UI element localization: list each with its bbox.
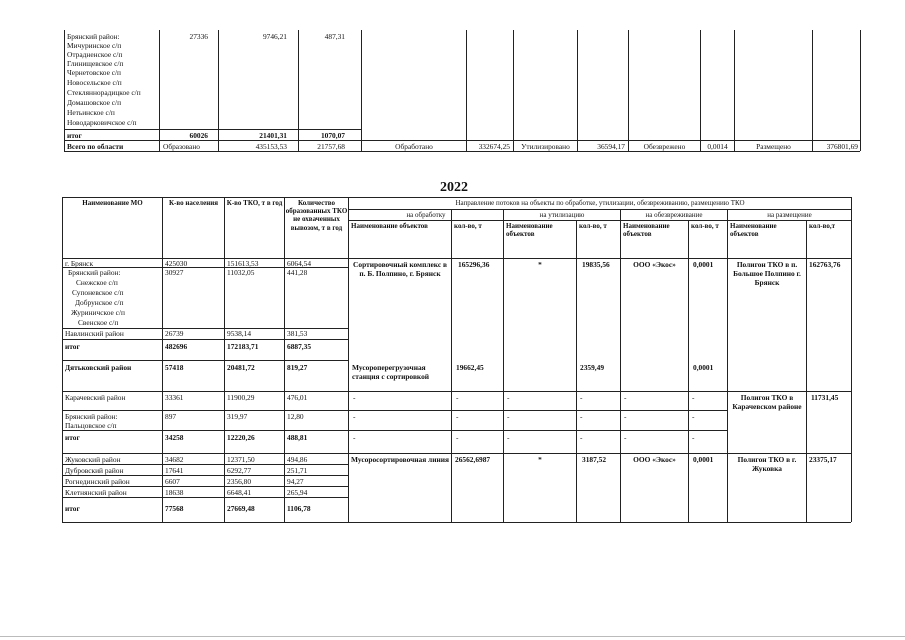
flow-neutralization-qty: 0,0001 xyxy=(693,455,714,464)
flow-processing-qty: 26562,6987 xyxy=(455,455,491,464)
row-tko-year: 20481,72 xyxy=(227,363,255,372)
dash-cell: - xyxy=(456,393,459,402)
settlement-item: Отрадненское с/п xyxy=(67,50,123,59)
row-uncovered: 494,86 xyxy=(287,455,308,464)
row-uncovered: 265,94 xyxy=(287,488,308,497)
row-name: итог xyxy=(65,504,80,513)
settlement-item: Снежское с/п xyxy=(76,278,118,287)
flow-neutralization-object: ООО «Экос» xyxy=(633,260,676,269)
row-population: 30927 xyxy=(165,268,184,277)
row-name: Жуковский район xyxy=(65,455,121,464)
row-name: Навлинский район xyxy=(65,329,124,338)
row-tko-year: 6648,41 xyxy=(227,488,252,497)
tko-year-cell: 9746,21 xyxy=(262,32,287,41)
settlement-item: Журиничское с/п xyxy=(71,308,125,317)
header-tko-year: К-во ТКО, т в год xyxy=(226,199,283,207)
row-tko-year: 12220,26 xyxy=(227,433,255,442)
header-obj-name-placement: Наименование объектов xyxy=(730,222,777,239)
row-population: 26739 xyxy=(165,329,184,338)
flow-utilization-qty: 19835,56 xyxy=(582,260,610,269)
row-population: 57418 xyxy=(165,363,184,372)
row-uncovered: 819,27 xyxy=(287,363,308,372)
dash-cell: - xyxy=(692,433,695,442)
row-uncovered: 6887,35 xyxy=(287,342,312,351)
row-uncovered: 381,53 xyxy=(287,329,308,338)
total-label: Всего по области xyxy=(67,142,124,151)
header-obj-name-neutralization: Наименование объектов xyxy=(623,222,670,239)
row-name: итог xyxy=(65,433,80,442)
row-tko-year: 11900,29 xyxy=(227,393,255,402)
dash-cell: - xyxy=(624,412,627,421)
population-cell: 27336 xyxy=(189,32,208,41)
settlement-item: Нетьинское с/п xyxy=(67,108,115,117)
row-name: Дубровский район xyxy=(65,466,124,475)
flow-utilization-qty: 3187,52 xyxy=(582,455,607,464)
settlement-item: Чернетовское с/п xyxy=(67,68,121,77)
row-tko-year: 12371,50 xyxy=(227,455,255,464)
row-sub-name: Пальцовское с/п xyxy=(65,421,117,430)
dash-cell: - xyxy=(353,433,356,442)
row-tko-year: 172183,71 xyxy=(227,342,259,351)
header-uncovered: Количество образованных ТКО не охваченных вывозом, т в год xyxy=(285,199,348,232)
row-name: Брянский район: xyxy=(68,268,121,277)
row-population: 425030 xyxy=(165,259,188,268)
row-name: г. Брянск xyxy=(65,259,94,268)
row-name: Карачевский район xyxy=(65,393,126,402)
itogo-label: итог xyxy=(67,131,82,140)
header-placement: на размещение xyxy=(767,211,812,219)
header-obj-name-utilization: Наименование объектов xyxy=(506,222,553,239)
total-utilized: 36594,17 xyxy=(597,142,625,151)
settlement-item: Стекляннорадицкое с/п xyxy=(67,88,141,97)
flow-processing-qty: 19662,45 xyxy=(456,363,484,372)
flow-processing-qty: 165296,36 xyxy=(458,260,490,269)
settlement-item: Мичуринское с/п xyxy=(67,41,122,50)
header-processing: на обработку xyxy=(406,211,446,219)
row-uncovered: 488,81 xyxy=(287,433,308,442)
row-name: итог xyxy=(65,342,80,351)
tko-uncovered-cell: 487,31 xyxy=(324,32,345,41)
row-uncovered: 1106,78 xyxy=(287,504,311,513)
flow-placement-qty: 162763,76 xyxy=(809,260,841,269)
settlement-item: Глинищевское с/п xyxy=(67,59,124,68)
dash-cell: - xyxy=(692,393,695,402)
settlement-item: Новодарковичское с/п xyxy=(67,118,137,127)
flow-utilization-object: * xyxy=(538,260,542,269)
row-uncovered: 441,28 xyxy=(287,268,308,277)
flow-neutralization-qty: 0,0001 xyxy=(693,363,714,372)
row-population: 897 xyxy=(165,412,177,421)
row-tko-year: 9538,14 xyxy=(227,329,252,338)
dash-cell: - xyxy=(580,433,583,442)
flow-placement-qty: 11731,45 xyxy=(811,393,839,402)
header-mo: Наименование МО xyxy=(82,199,143,207)
dash-cell: - xyxy=(624,393,627,402)
flow-neutralization-qty: 0,0001 xyxy=(693,260,714,269)
settlement-item: Добрунское с/п xyxy=(75,298,124,307)
flow-processing-object: Сортировочный комплекс в п. Б. Полпино, г. Брянск xyxy=(353,260,447,278)
header-population: К-во населения xyxy=(168,199,219,207)
header-neutralization: на обезвреживание xyxy=(645,211,703,219)
dash-cell: - xyxy=(507,393,510,402)
settlement-item: Новосельское с/п xyxy=(67,78,122,87)
dash-cell: - xyxy=(580,412,583,421)
dash-cell: - xyxy=(507,412,510,421)
flow-placement-object: Полигон ТКО в п. Большое Полпино г. Брянск xyxy=(733,260,801,287)
row-population: 34258 xyxy=(165,433,184,442)
total-uncovered: 21757,68 xyxy=(317,142,345,151)
row-population: 34682 xyxy=(165,455,184,464)
total-placed: 376801,69 xyxy=(826,142,858,151)
row-uncovered: 6064,54 xyxy=(287,259,312,268)
dash-cell: - xyxy=(456,433,459,442)
row-population: 17641 xyxy=(165,466,184,475)
total-placed-label: Размещено xyxy=(756,142,791,151)
settlement-item: Супоневское с/п xyxy=(72,288,124,297)
row-tko-year: 11032,05 xyxy=(227,268,255,277)
row-tko-year: 151613,53 xyxy=(227,259,259,268)
row-uncovered: 94,27 xyxy=(287,477,304,486)
header-qty-processing: кол-во, т xyxy=(454,222,482,230)
total-utilized-label: Утилизировано xyxy=(521,142,570,151)
flow-processing-object: Мусоросортировочная линия xyxy=(351,455,449,464)
total-neutralized: 0,0014 xyxy=(707,142,728,151)
row-uncovered: 12,80 xyxy=(287,412,304,421)
row-population: 18638 xyxy=(165,488,184,497)
header-qty-neutralization: кол-во, т xyxy=(691,222,719,230)
flow-processing-object: Мусороперегрузочная станция с сортировкой xyxy=(352,363,430,381)
flow-placement-object: Полигон ТКО в Карачевском районе xyxy=(732,393,802,411)
row-tko-year: 319,97 xyxy=(227,412,248,421)
header-utilization: на утилизацию xyxy=(539,211,585,219)
header-qty-utilization: кол-во, т xyxy=(579,222,607,230)
dash-cell: - xyxy=(624,433,627,442)
settlement-item: Свенское с/п xyxy=(78,318,119,327)
flow-placement-object: Полигон ТКО в г. Жуковка xyxy=(737,455,797,473)
row-population: 77568 xyxy=(165,504,184,513)
dash-cell: - xyxy=(692,412,695,421)
row-name: Брянский район: xyxy=(65,412,118,421)
flow-neutralization-object: ООО «Экос» xyxy=(633,455,676,464)
row-population: 482696 xyxy=(165,342,188,351)
row-population: 33361 xyxy=(165,393,184,402)
total-formed: 435153,53 xyxy=(255,142,287,151)
year-heading: 2022 xyxy=(440,180,468,195)
row-tko-year: 27669,48 xyxy=(227,504,255,513)
row-name: Дятьковский район xyxy=(65,363,132,372)
dash-cell: - xyxy=(456,412,459,421)
flow-utilization-object: * xyxy=(538,455,542,464)
dash-cell: - xyxy=(353,393,356,402)
flow-placement-qty: 23375,17 xyxy=(809,455,837,464)
flow-utilization-qty: 2359,49 xyxy=(580,363,605,372)
district-title: Брянский район: xyxy=(67,32,120,41)
dash-cell: - xyxy=(580,393,583,402)
row-tko-year: 2356,80 xyxy=(227,477,252,486)
row-population: 6607 xyxy=(165,477,180,486)
row-uncovered: 251,71 xyxy=(287,466,308,475)
row-tko-year: 6292,77 xyxy=(227,466,252,475)
scan-edge xyxy=(0,636,905,637)
total-neutralized-label: Обезврежено xyxy=(643,142,686,151)
header-qty-placement: кол-во,т xyxy=(809,222,836,230)
row-uncovered: 476,01 xyxy=(287,393,308,402)
total-processed: 332674,25 xyxy=(478,142,510,151)
row-name: Рогнединский район xyxy=(65,477,130,486)
header-obj-name-processing: Наименование объектов xyxy=(351,222,428,230)
dash-cell: - xyxy=(353,412,356,421)
itogo-tko-year: 21401,31 xyxy=(259,131,287,140)
total-formed-label: Образовано xyxy=(163,142,200,151)
dash-cell: - xyxy=(507,433,510,442)
itogo-population: 60026 xyxy=(189,131,208,140)
itogo-uncovered: 1070,07 xyxy=(320,131,345,140)
settlement-item: Домашовское с/п xyxy=(67,98,122,107)
header-direction: Направление потоков на объекты по обработке, утилизации, обезвреживанию, размещению ТКО xyxy=(455,199,745,207)
total-processed-label: Обработано xyxy=(395,142,433,151)
row-name: Клетнянский район xyxy=(65,488,127,497)
